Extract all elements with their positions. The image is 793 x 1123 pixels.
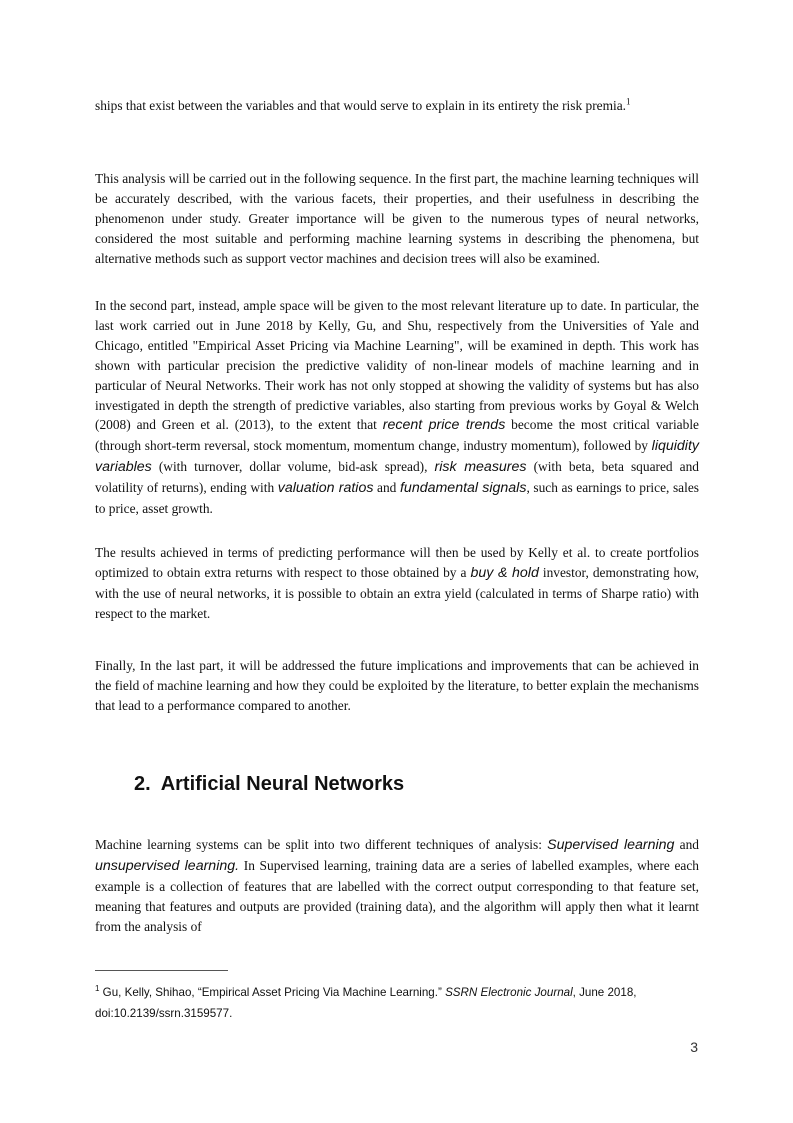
paragraph-text: ships that exist between the variables and that would serve to explain in its entirety the risk premia.	[95, 98, 627, 113]
paragraph-finally	[95, 656, 699, 716]
emphasis-text: unsupervised learning.	[95, 857, 240, 874]
section-heading	[134, 771, 404, 797]
paragraph-text: , such as earnings to price, sales to price, asset growth.	[95, 480, 699, 517]
paragraph-text: investor, demonstrating how, with the use of neural networks, it is possible to obtain an extra yield (calculated in terms of Sharpe ratio) with respect to the market.	[95, 564, 699, 621]
footnote-text: Gu, Kelly, Shihao, “Empirical Asset Pricing Via Machine Learning.”	[99, 985, 446, 999]
emphasis-text: buy & hold	[470, 564, 539, 581]
section-title: Artificial Neural Networks	[160, 773, 405, 795]
paragraph-text: and	[674, 837, 699, 852]
footnote-marker: 1	[95, 984, 100, 993]
paragraph-text: and	[373, 480, 400, 496]
emphasis-text: valuation ratios	[277, 480, 374, 497]
footnote	[95, 978, 699, 1024]
footnote-journal: SSRN Electronic Journal	[445, 985, 573, 999]
emphasis-text: fundamental signals	[399, 480, 527, 497]
page-number: 3	[690, 1039, 698, 1055]
emphasis-text: liquidity variables	[95, 438, 699, 476]
paragraph-literature	[95, 296, 699, 519]
paragraph-text: Machine learning systems can be split into two different techniques of analysis:	[95, 837, 548, 852]
section-number: 2.	[134, 773, 151, 795]
paragraph-text: become the most critical variable (through short-term reversal, stock momentum, momentum change, industry momentum), followed by	[95, 417, 699, 454]
paragraph-text: The results achieved in terms of predicting performance will then be used by Kelly et al. to create portfolios optimized to obtain extra returns with respect to those obtained by a	[95, 545, 699, 580]
footnote-divider	[95, 970, 228, 971]
paragraph-text: In the second part, instead, ample space will be given to the most relevant literature up to date. In particular, the last work carried out in June 2018 by Kelly, Gu, and Shu, respectively from the Universities of Yale and Chicago, entitled "Empirical Asset Pricing via Machine Learning", will be examined in depth. This work has shown with particular precision the predictive validity of non-linear models of machine learning and in particular of Neural Networks. Their work has not only stopped at showing the validity of systems but has also investigated in depth the strength of predictive variables, also starting from previous works by Goyal & Welch (2008) and Green et al. (2013), to the extent that	[95, 298, 699, 433]
emphasis-text: Supervised learning	[547, 837, 675, 853]
paragraph-results	[95, 543, 699, 624]
emphasis-text: risk measures	[434, 459, 527, 476]
paragraph-text: (with beta, beta squared and volatility of returns), ending with	[95, 459, 699, 496]
paragraph-continuation	[95, 96, 699, 116]
paragraph-text: This analysis will be carried out in the following sequence. In the first part, the machine learning techniques will be accurately described, with the various facets, their properties, and their usefulness in describing the phenomenon under study. Greater importance will be given to the numerous types of neural networks, considered the most suitable and performing machine learning systems in describing the phenomena, but alternative methods such as support vector machines and decision trees will also be examined.	[95, 171, 699, 266]
paragraph-ml-systems	[95, 835, 699, 937]
paragraph-text: Finally, In the last part, it will be addressed the future implications and improvements that can be achieved in the field of machine learning and how they could be exploited by the literature, to better explain the mechanisms that lead to a performance compared to another.	[95, 658, 699, 713]
emphasis-text: recent price trends	[382, 417, 506, 434]
paragraph-text: In Supervised learning, training data are a series of labelled examples, where each example is a collection of features that are labelled with the correct output corresponding to that feature set, meaning that features and outputs are provided (training data), and the algorithm will apply then what it learnt from the analysis of	[95, 857, 699, 934]
footnote-reference[interactable]: 1	[626, 96, 631, 107]
footnote-text: , June 2018, doi:10.2139/ssrn.3159577.	[95, 985, 637, 1020]
paragraph-text: (with turnover, dollar volume, bid-ask spread),	[151, 459, 435, 475]
paragraph-analysis-sequence	[95, 169, 699, 269]
